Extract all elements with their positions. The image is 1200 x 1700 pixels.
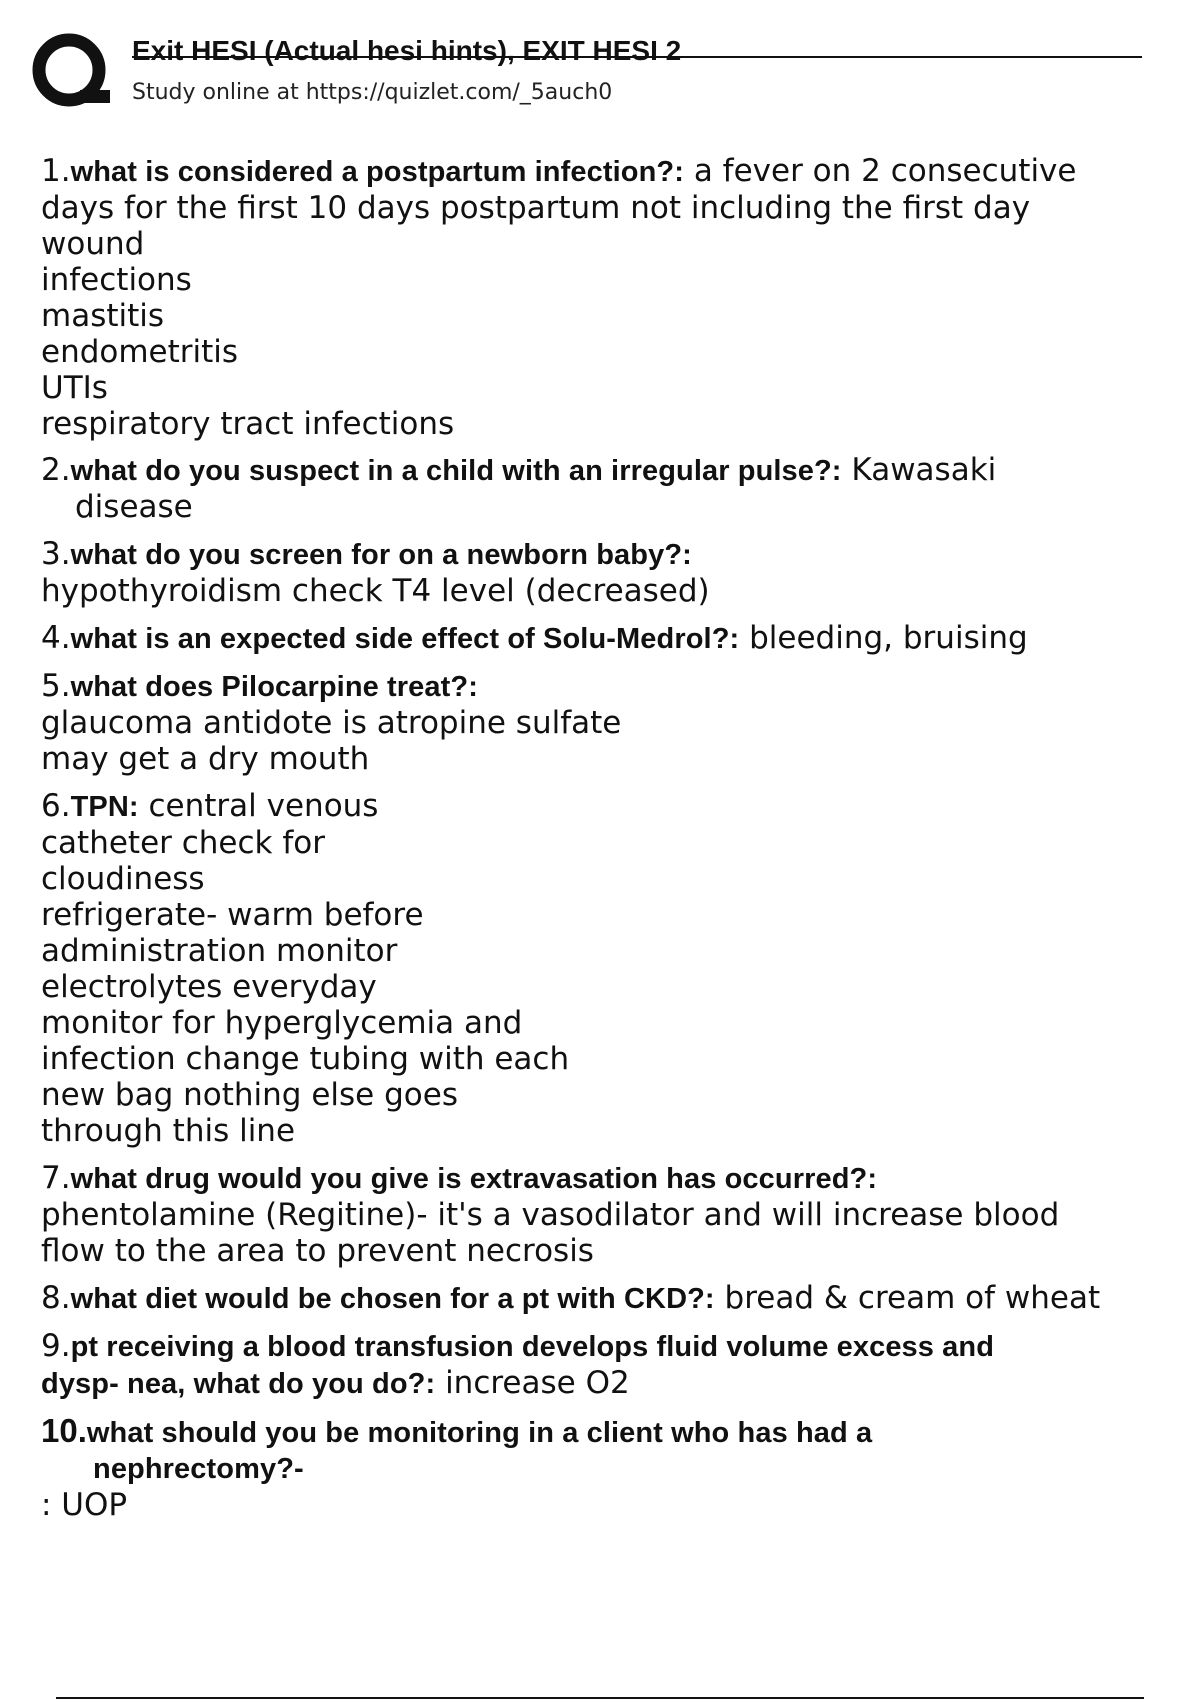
item-answer: increase O2 xyxy=(445,1365,630,1401)
document-title: Exit HESI (Actual hesi hints), EXIT HESI 2 xyxy=(132,35,682,66)
item-answer-line: through this line xyxy=(41,1113,296,1149)
item-question: what is an expected side effect of Solu-Medrol?: xyxy=(70,623,740,655)
item-question: what is considered a postpartum infection?: xyxy=(70,156,684,188)
item-answer: bleeding, bruising xyxy=(749,620,1028,656)
item-number: 6. xyxy=(41,788,71,824)
item-answer-line: days for the first 10 days postpartum not including the first day xyxy=(41,190,1031,226)
item-number: 4. xyxy=(41,620,71,656)
list-item xyxy=(41,153,1191,442)
item-answer-line: endometritis xyxy=(41,334,239,370)
item-answer-line: glaucoma antidote is atropine sulfate xyxy=(41,705,622,741)
item-answer-line: administration monitor xyxy=(41,933,398,969)
item-question: TPN: xyxy=(70,791,139,823)
item-number: 3. xyxy=(41,536,71,572)
list-item xyxy=(41,1328,1191,1402)
item-number: 9. xyxy=(41,1328,71,1364)
item-answer-line: respiratory tract infections xyxy=(41,406,455,442)
list-item xyxy=(41,1280,1191,1317)
page-header xyxy=(0,0,1200,120)
item-answer-line: may get a dry mouth xyxy=(41,741,370,777)
item-answer-line: flow to the area to prevent necrosis xyxy=(41,1233,594,1269)
list-item xyxy=(41,1160,1191,1269)
item-answer-line: infections xyxy=(41,262,192,298)
item-number: 2. xyxy=(41,452,71,488)
list-item xyxy=(41,1413,1191,1523)
study-online-link[interactable]: Study online at https://quizlet.com/_5auch0 xyxy=(132,80,613,105)
list-item xyxy=(41,668,1191,777)
list-item xyxy=(41,620,1191,657)
item-answer-line: : UOP xyxy=(41,1487,128,1523)
footer-rule xyxy=(56,1697,1144,1699)
item-answer-line: wound xyxy=(41,226,145,262)
item-question: what do you suspect in a child with an irregular pulse?: xyxy=(70,455,842,487)
item-number: 7. xyxy=(41,1160,71,1196)
item-question: what diet would be chosen for a pt with CKD?: xyxy=(70,1283,715,1315)
list-item xyxy=(41,536,1191,609)
item-question: what do you screen for on a newborn baby?: xyxy=(70,539,692,571)
item-answer: a fever on 2 consecutive xyxy=(693,153,1077,189)
item-answer-line: catheter check for xyxy=(41,825,325,861)
item-number: 5. xyxy=(41,668,71,704)
item-answer-line: refrigerate- warm before xyxy=(41,897,424,933)
item-question-line: dysp- nea, what do you do?: xyxy=(41,1368,436,1400)
item-answer: Kawasaki xyxy=(851,452,997,488)
item-answer-line: UTIs xyxy=(41,370,108,406)
item-question: what does Pilocarpine treat?: xyxy=(70,671,478,703)
item-number: 8. xyxy=(41,1280,71,1316)
item-answer-line: new bag nothing else goes xyxy=(41,1077,458,1113)
flashcard-list xyxy=(41,153,1191,1534)
item-answer: bread & cream of wheat xyxy=(724,1280,1101,1316)
item-answer-line: phentolamine (Regitine)- it's a vasodilator and will increase blood xyxy=(41,1197,1060,1233)
item-number: 1. xyxy=(41,153,71,189)
item-answer: central venous xyxy=(148,788,379,824)
item-question: pt receiving a blood transfusion develops fluid volume excess and xyxy=(70,1331,995,1363)
item-answer-line: mastitis xyxy=(41,298,165,334)
item-answer-line: infection change tubing with each xyxy=(41,1041,570,1077)
list-item xyxy=(41,452,1191,525)
list-item xyxy=(41,788,1191,1149)
item-question: what should you be monitoring in a client who has had a xyxy=(86,1417,873,1449)
quizlet-logo-icon xyxy=(32,32,110,110)
item-question-line: nephrectomy?- xyxy=(93,1453,304,1485)
item-number: 10. xyxy=(41,1412,87,1449)
item-answer-line: hypothyroidism check T4 level (decreased) xyxy=(41,573,710,609)
item-answer-line: disease xyxy=(75,489,193,525)
item-answer-line: electrolytes everyday xyxy=(41,969,377,1005)
item-question: what drug would you give is extravasation has occurred?: xyxy=(70,1163,878,1195)
item-answer-line: monitor for hyperglycemia and xyxy=(41,1005,523,1041)
item-answer-line: cloudiness xyxy=(41,861,205,897)
